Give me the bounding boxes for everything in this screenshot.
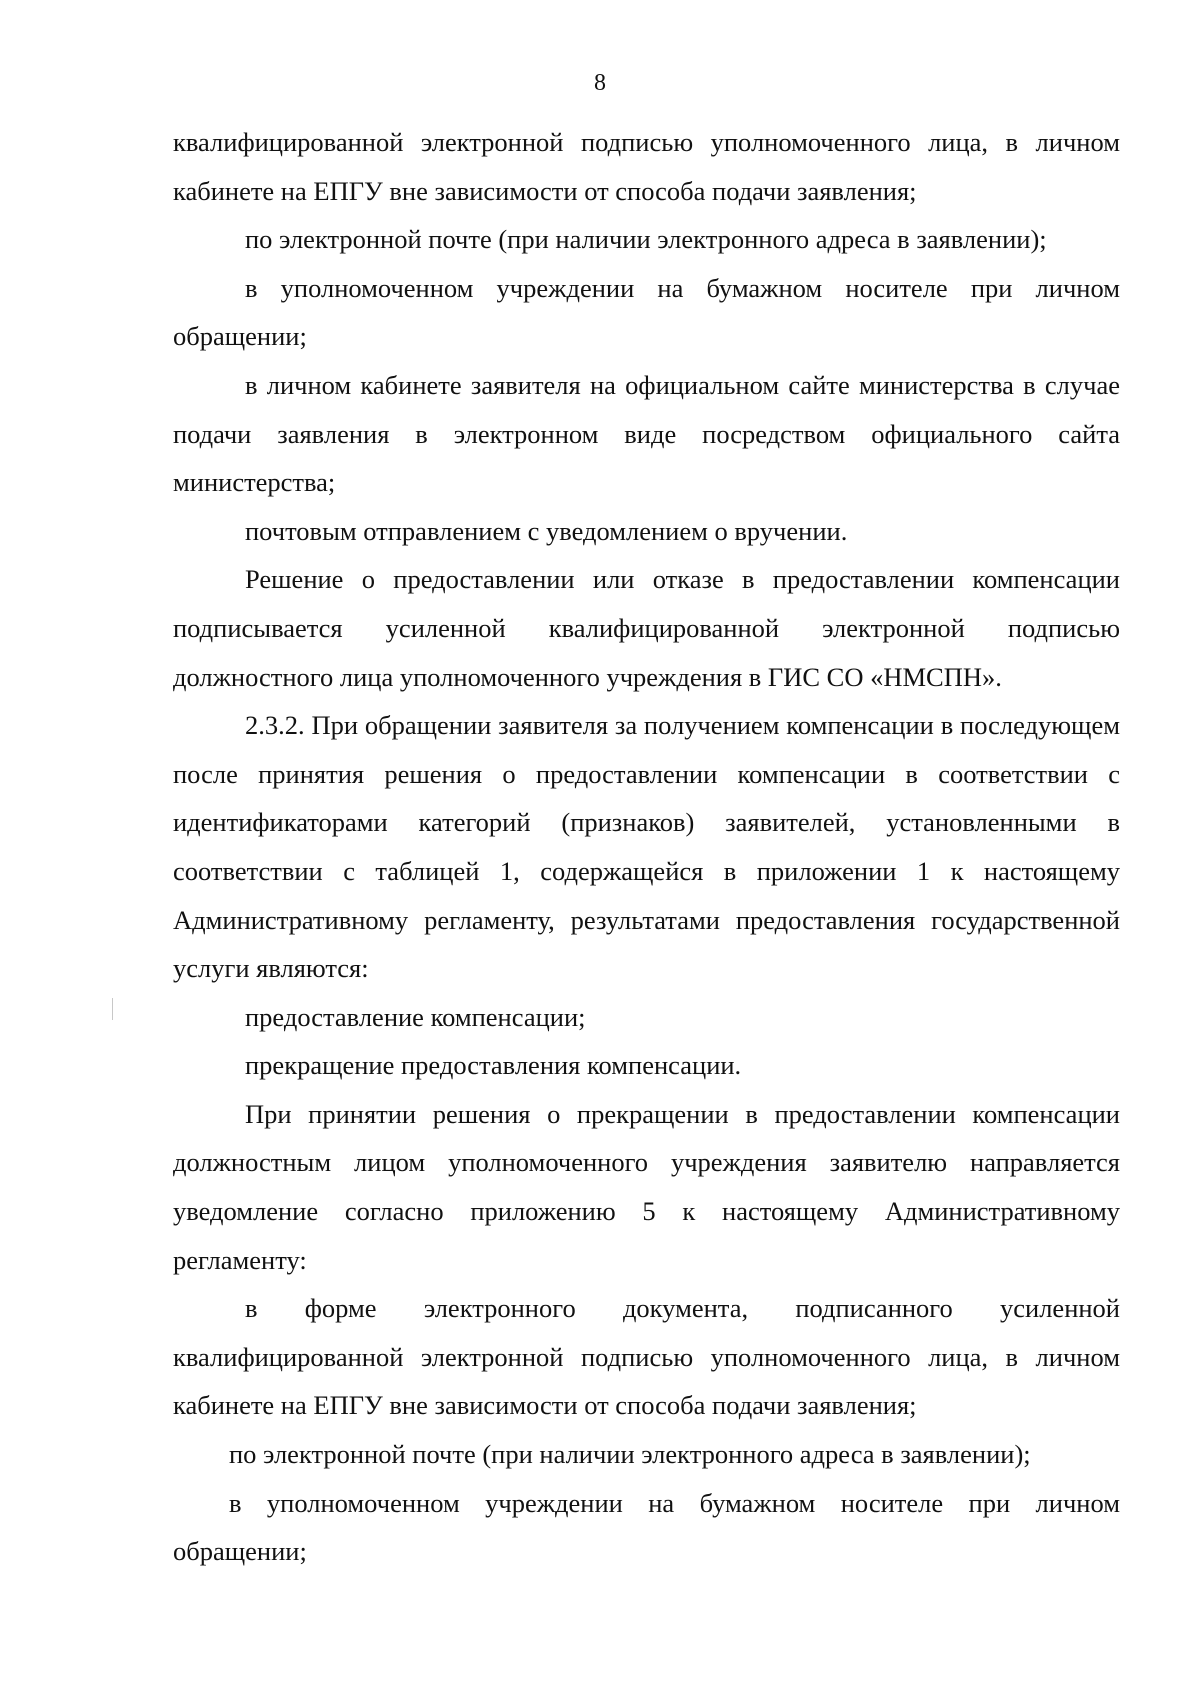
paragraph-postal-delivery: почтовым отправлением с уведомлением о вручении. bbox=[245, 515, 848, 546]
page-number: 8 bbox=[594, 70, 606, 96]
paragraph-decision-signing: Решение о предоставлении или отказе в предоставлении компенсации подписывается усиленной квалифицированной электронной подписью должностного лица уполномоченного учреждения в ГИС СО «НМСПН». bbox=[173, 564, 1120, 692]
paragraph-paper-delivery: в уполномоченном учреждении на бумажном носителе при личном обращении; bbox=[173, 272, 1120, 352]
paragraph-termination-notice: При принятии решения о прекращении в предоставлении компенсации должностным лицом уполномоченного учреждения заявителю направляется уведомление согласно приложению 5 к настоящему Административному регламенту: bbox=[173, 1098, 1120, 1275]
paragraph-paper-delivery-2: в уполномоченном учреждении на бумажном носителе при личном обращении; bbox=[173, 1487, 1120, 1567]
paragraph-ministry-cabinet: в личном кабинете заявителя на официальном сайте министерства в случае подачи заявления в электронном виде посредством официального сайта министерства; bbox=[173, 369, 1120, 498]
scan-artifact-line bbox=[112, 998, 113, 1020]
paragraph-email-delivery: по электронной почте (при наличии электронного адреса в заявлении); bbox=[245, 224, 1047, 255]
list-item-provision: предоставление компенсации; bbox=[245, 1001, 586, 1032]
paragraph-email-delivery-2: по электронной почте (при наличии электронного адреса в заявлении); bbox=[229, 1439, 1031, 1470]
paragraph-electronic-form: в форме электронного документа, подписанного усиленной квалифицированной электронной подписью уполномоченного лица, в личном кабинете на ЕПГУ вне зависимости от способа подачи заявления; bbox=[173, 1293, 1120, 1421]
paragraph-section-2-3-2: 2.3.2. При обращении заявителя за получением компенсации в последующем после принятия решения о предоставлении компенсации в соответствии с идентификаторами категорий (признаков) заявителей, установленными в соответствии с таблицей 1, содержащейся в приложении 1 к настоящему Административному регламенту, результатами предоставления государственной услуги являются: bbox=[173, 710, 1120, 984]
document-body bbox=[173, 118, 1120, 1576]
paragraph-continuation: квалифицированной электронной подписью уполномоченного лица, в личном кабинете на ЕПГУ вне зависимости от способа подачи заявления; bbox=[173, 127, 1120, 206]
list-item-termination: прекращение предоставления компенсации. bbox=[245, 1050, 742, 1081]
